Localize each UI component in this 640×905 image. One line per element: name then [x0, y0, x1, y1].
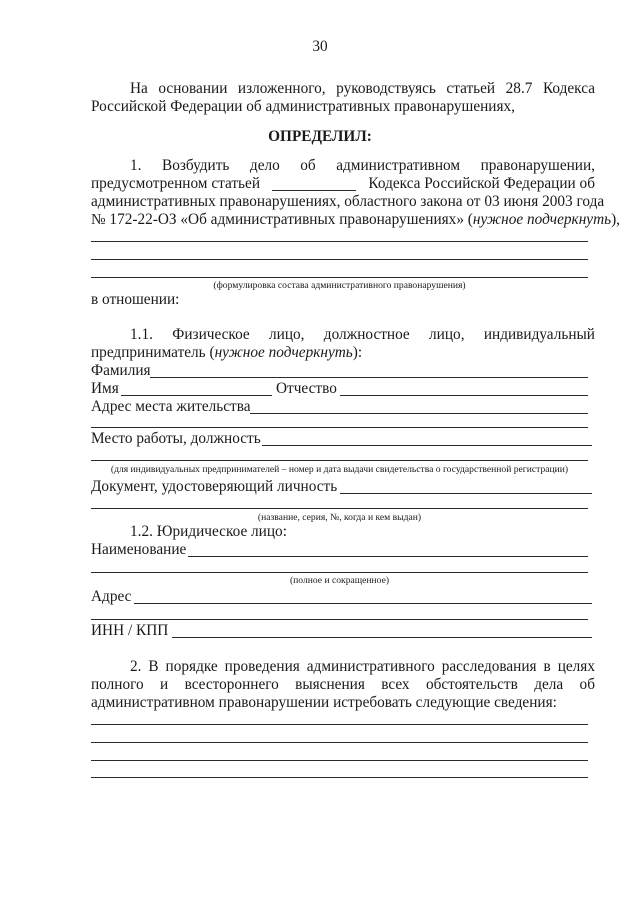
section1-1-line-2: предприниматель (нужное подчеркнуть): — [91, 344, 363, 361]
org-name-caption: (полное и сокращенное) — [289, 575, 390, 586]
ip-registration-caption: (для индивидуальных предпринимателей – номер и дата выдачи свидетельства о государственной регистрации) — [110, 464, 569, 475]
offense-line-1[interactable] — [91, 241, 588, 242]
identity-document-caption: (название, серия, №, когда и кем выдан) — [257, 512, 422, 523]
section2-line-1: 2. В порядке проведения административного расследования в целях — [130, 658, 595, 675]
residence-address-field-2[interactable] — [91, 427, 588, 428]
page-number: 30 — [312, 38, 328, 55]
surname-field[interactable] — [150, 377, 588, 378]
section1-2-title: 1.2. Юридическое лицо: — [130, 523, 287, 540]
offense-caption: (формулировка состава административного правонарушения) — [213, 280, 466, 291]
inn-kpp-field[interactable] — [172, 637, 592, 638]
regarding-label: в отношении: — [91, 291, 180, 308]
first-name-label: Имя — [91, 380, 119, 397]
org-name-field[interactable] — [188, 556, 588, 557]
info-request-line-1[interactable] — [91, 724, 588, 725]
residence-address-label: Адрес места жительства — [91, 398, 251, 415]
section1-1-line-1: 1.1. Физическое лицо, должностное лицо, индивидуальный — [130, 326, 595, 343]
workplace-label: Место работы, должность — [91, 430, 261, 447]
section2-line-3: административном правонарушении истребовать следующие сведения: — [91, 694, 557, 711]
offense-line-2[interactable] — [91, 259, 588, 260]
residence-address-field[interactable] — [250, 413, 588, 414]
intro-line-2: Российской Федерации об административных правонарушениях, — [91, 98, 515, 115]
info-request-line-3[interactable] — [91, 760, 588, 761]
section1-line-1: 1. Возбудить дело об административном правонарушении, — [130, 157, 595, 174]
org-address-label: Адрес — [91, 588, 132, 605]
patronymic-label: Отчество — [276, 380, 337, 397]
inn-kpp-label: ИНН / КПП — [91, 622, 169, 639]
org-address-field[interactable] — [134, 603, 592, 604]
article-number-field[interactable] — [272, 177, 356, 191]
identity-document-label: Документ, удостоверяющий личность — [91, 478, 338, 495]
section1-line-4: № 172-22-ОЗ «Об административных правонарушениях» (нужное подчеркнуть), — [91, 211, 620, 228]
article-suffix: Кодекса Российской Федерации об — [368, 175, 595, 192]
org-name-field-2[interactable] — [91, 572, 588, 573]
section1-line-2 — [91, 175, 595, 193]
surname-label: Фамилия — [91, 362, 151, 379]
section1-line-3: административных правонарушениях, областного закона от 03 июня 2003 года — [91, 193, 605, 210]
ruling-heading: ОПРЕДЕЛИЛ: — [268, 128, 372, 145]
ip-registration-field[interactable] — [91, 460, 588, 461]
identity-document-field-2[interactable] — [91, 508, 588, 509]
intro-line-1: На основании изложенного, руководствуясь статьей 28.7 Кодекса — [130, 80, 595, 97]
patronymic-field[interactable] — [340, 395, 588, 396]
section2-line-2: полного и всестороннего выяснения всех обстоятельств дела об — [91, 676, 595, 693]
article-prefix: предусмотренном статьей — [91, 175, 261, 192]
workplace-field[interactable] — [262, 445, 592, 446]
offense-line-3[interactable] — [91, 277, 588, 278]
org-address-field-2[interactable] — [91, 619, 588, 620]
identity-document-field[interactable] — [340, 493, 592, 494]
org-name-label: Наименование — [91, 541, 187, 558]
first-name-field[interactable] — [121, 395, 272, 396]
info-request-line-2[interactable] — [91, 742, 588, 743]
info-request-line-4[interactable] — [91, 777, 588, 778]
